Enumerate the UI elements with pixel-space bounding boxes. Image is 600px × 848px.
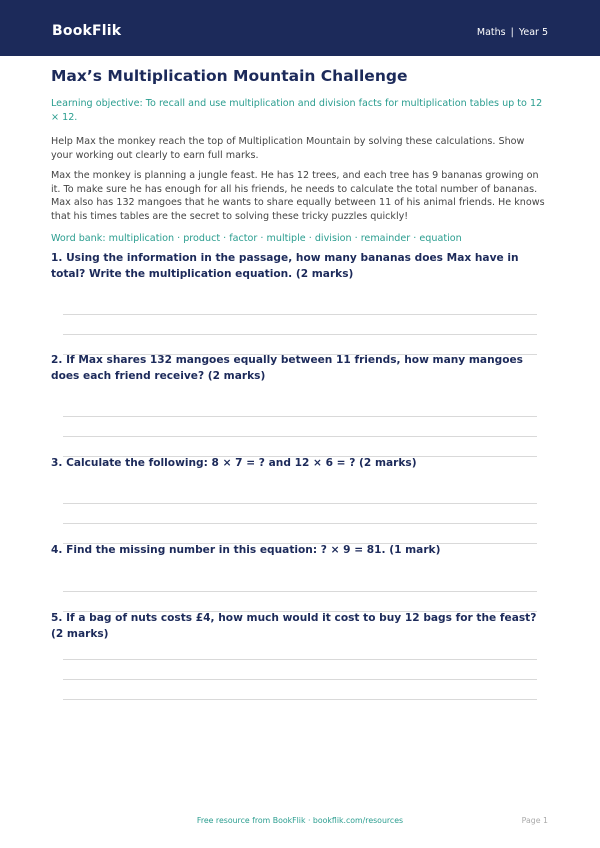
question-4: 4. Find the missing number in this equation: ? × 9 = 81. (1 mark): [51, 544, 441, 556]
separator: |: [510, 27, 514, 38]
intro-paragraph: Help Max the monkey reach the top of Multiplication Mountain by solving these calculations. Show your working out clearly to earn full marks.: [51, 136, 525, 161]
subject-year-label: [477, 27, 548, 38]
answer-line[interactable]: [63, 436, 537, 437]
answer-line[interactable]: [63, 416, 537, 417]
learning-objective: Learning objective: To recall and use multiplication and division facts for multiplication tables up to 12 × 12.: [51, 98, 543, 123]
passage-paragraph: Max the monkey is planning a jungle feast. He has 12 trees, and each tree has 9 bananas growing on it. To make sure he has enough for all his friends, he needs to calculate the total number of bananas. Max also has 132 mangoes that he wants to share equally between 11 of his animal friends. He knows that his times tables are the secret to solving these tricky puzzles quickly!: [51, 170, 545, 222]
answer-line[interactable]: [63, 699, 537, 700]
answer-line[interactable]: [63, 523, 537, 524]
answer-line[interactable]: [63, 314, 537, 315]
answer-line[interactable]: [63, 334, 537, 335]
question-1: 1. Using the information in the passage, how many bananas does Max have in total? Write the multiplication equation. (2 marks): [51, 252, 519, 280]
worksheet-intro: [51, 65, 549, 246]
footer-credit[interactable]: Free resource from BookFlik · bookflik.com/resources: [196, 816, 404, 825]
year-label: Year 5: [518, 27, 548, 38]
header-bar: [0, 0, 600, 56]
subject-label: Maths: [476, 27, 506, 38]
question-3: 3. Calculate the following: 8 × 7 = ? and 12 × 6 = ? (2 marks): [51, 457, 417, 469]
answer-line[interactable]: [63, 503, 537, 504]
page-title: Max’s Multiplication Mountain Challenge: [51, 67, 408, 85]
answer-line[interactable]: [63, 679, 537, 680]
answer-line[interactable]: [63, 591, 537, 592]
page-number: Page 1: [521, 816, 548, 825]
word-bank: Word bank: multiplication · product · factor · multiple · division · remainder · equation: [51, 233, 462, 244]
question-5: 5. If a bag of nuts costs £4, how much would it cost to buy 12 bags for the feast? (2 marks): [51, 612, 537, 640]
answer-line[interactable]: [63, 659, 537, 660]
brand-logo[interactable]: BookFlik: [52, 23, 122, 39]
question-2: 2. If Max shares 132 mangoes equally between 11 friends, how many mangoes does each friend receive? (2 marks): [51, 354, 523, 382]
